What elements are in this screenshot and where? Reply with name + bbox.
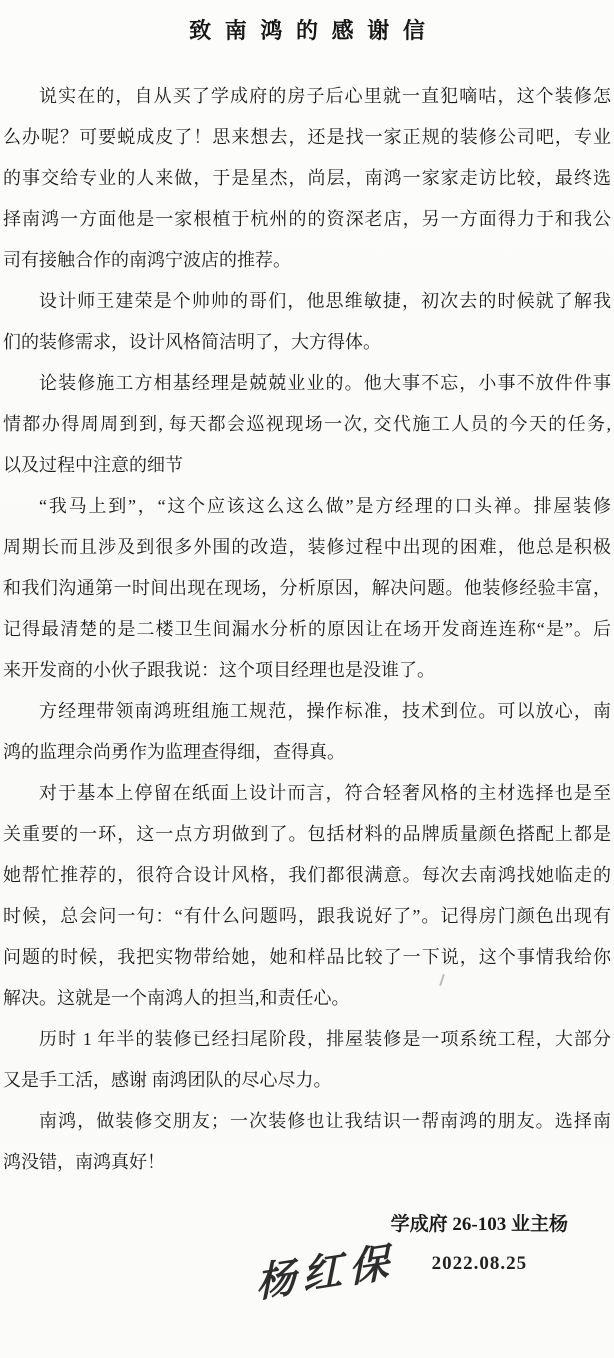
letter-paragraph <box>3 363 611 486</box>
letter-paragraph <box>3 1019 611 1101</box>
letter-line: 关重要的一环，这一点方玥做到了。包括材料的品牌质量颜色搭配上都是 <box>3 824 611 844</box>
signer-identity: 学成府 26-103 业主杨 <box>390 1214 568 1235</box>
letter-line: 解决。这就是一个南鸿人的担当,和责任心。 <box>3 988 350 1008</box>
letter-paragraph <box>3 1101 611 1183</box>
letter-body <box>0 76 614 1183</box>
letter-paragraph <box>3 76 611 281</box>
letter-line: 她帮忙推荐的，很符合设计风格，我们都很满意。每次去南鸿找她临走的 <box>3 865 611 885</box>
handwritten-signature: 杨红保 <box>255 1238 397 1307</box>
letter-line: 们的装修需求，设计风格简洁明了，大方得体。 <box>3 332 381 352</box>
letter-line: 对于基本上停留在纸面上设计而言，符合轻奢风格的主材选择也是至 <box>39 783 611 803</box>
letter-line: 设计师王建荣是个帅帅的哥们，他思维敏捷，初次去的时候就了解我 <box>39 291 611 311</box>
letter-line: 鸿没错，南鸿真好！ <box>3 1152 165 1172</box>
letter-line: 来开发商的小伙子跟我说：这个项目经理也是没谁了。 <box>3 660 435 680</box>
letter-line: 择南鸿一方面他是一家根植于杭州的的资深老店，另一方面得力于和我公 <box>3 209 611 229</box>
letter-line: “我马上到”，“这个应该这么这么做”是方经理的口头禅。排屋装修 <box>39 496 611 516</box>
letter-line: 又是手工活，感谢 南鸿团队的尽心尽力。 <box>3 1070 332 1090</box>
letter-line: 以及过程中注意的细节 <box>3 455 183 475</box>
letter-line: 南鸿，做装修交朋友；一次装修也让我结识一帮南鸿的朋友。选择南 <box>39 1111 611 1131</box>
letter-line: 和我们沟通第一时间出现在现场，分析原因，解决问题。他装修经验丰富， <box>3 578 611 598</box>
letter-line: 说实在的，自从买了学成府的房子后心里就一直犯嘀咕，这个装修怎 <box>39 86 611 106</box>
letter-line: 历时 1 年半的装修已经扫尾阶段，排屋装修是一项系统工程，大部分 <box>39 1029 611 1049</box>
letter-line: 方经理带领南鸿班组施工规范，操作标准，技术到位。可以放心，南 <box>39 701 611 721</box>
letter-line: 论装修施工方相基经理是兢兢业业的。他大事不忘，小事不放件件事 <box>39 373 611 393</box>
letter-line: 司有接触合作的南鸿宁波店的推荐。 <box>3 250 291 270</box>
letter-title: 致南鸿的感谢信 <box>189 18 439 43</box>
letter-line: 的事交给专业的人来做，于是星杰，尚层，南鸿一家家走访比较，最终选 <box>3 168 611 188</box>
letter-line: 鸿的监理佘尚勇作为监理查得细，查得真。 <box>3 742 345 762</box>
letter-line: 周期长而且涉及到很多外围的改造，装修过程中出现的困难，他总是积极 <box>3 537 611 557</box>
signature-column <box>391 1209 568 1275</box>
letter-line: 问题的时候，我把实物带给她，她和样品比较了一下说，这个事情我给你 <box>3 947 611 967</box>
letter-paragraph <box>3 773 611 1019</box>
letter-line: 情都办得周周到到, 每天都会巡视现场一次, 交代施工人员的今天的任务, <box>3 414 611 434</box>
letter-line: 记得最清楚的是二楼卫生间漏水分析的原因让在场开发商连连称“是”。后 <box>3 619 611 639</box>
letter-paragraph <box>3 691 611 773</box>
letter-line: 么办呢？可要蜕成皮了！思来想去，还是找一家正规的装修公司吧，专业 <box>3 127 611 147</box>
letter-paragraph <box>3 281 611 363</box>
signature-date: 2022.08.25 <box>431 1253 528 1274</box>
letter-paragraph <box>3 486 611 691</box>
letter-line: 时候，总会问一句：“有什么问题吗，跟我说好了”。记得房门颜色出现有 <box>3 906 611 926</box>
